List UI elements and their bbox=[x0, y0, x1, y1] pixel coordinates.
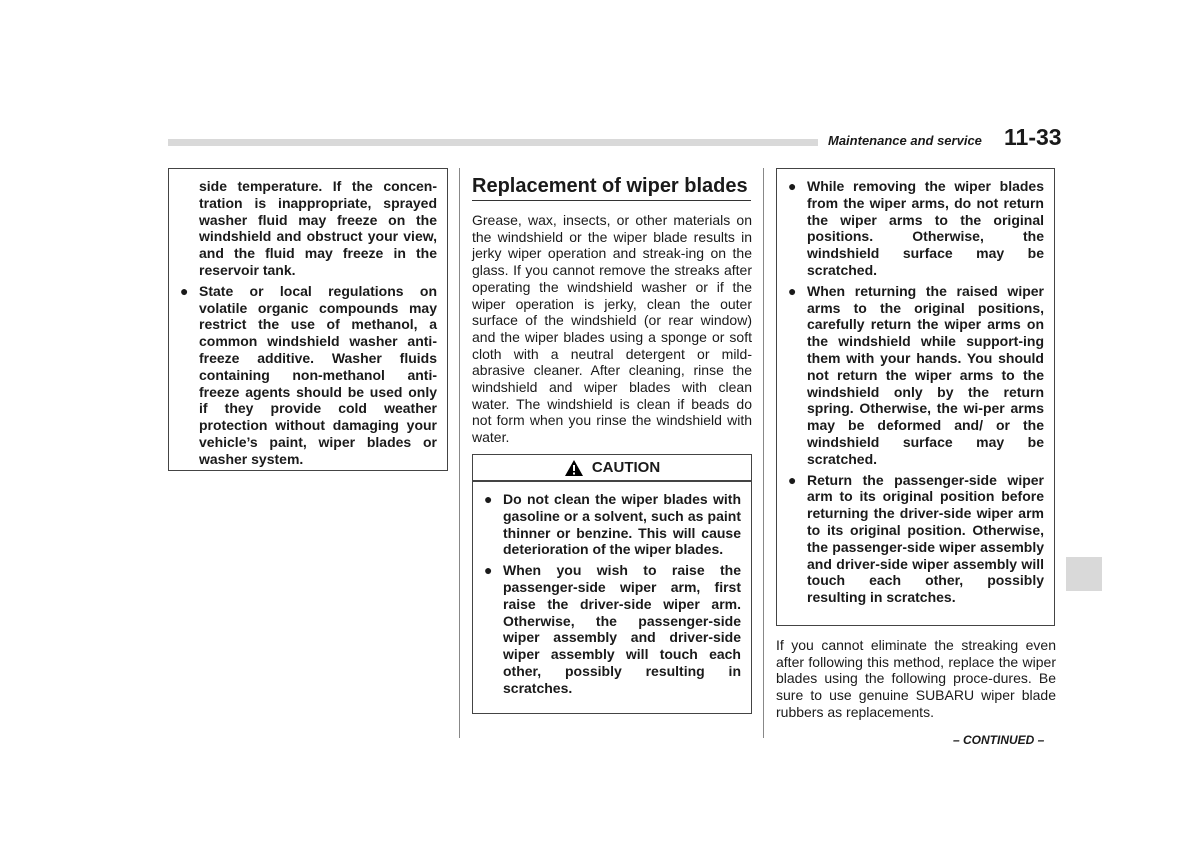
title-underline bbox=[472, 200, 751, 201]
caution-box bbox=[472, 481, 752, 714]
left-caution-box bbox=[168, 168, 448, 471]
page-title: Replacement of wiper blades bbox=[472, 175, 748, 197]
caution-header bbox=[472, 454, 752, 481]
left-caution-list bbox=[169, 283, 437, 468]
bullet-icon: ● bbox=[788, 178, 797, 194]
list-item: ● State or local regulations on volatile organic compounds may restrict the use of methanol, a common windshield washer anti-freeze additive. Washer fluids containing non-methanol anti-freeze agents should be used only if they provide cold weather protection without damaging your vehicle’s paint, wiper blades or washer system. bbox=[180, 282, 437, 467]
page-number: 11-33 bbox=[1004, 124, 1062, 150]
list-item: ● When you wish to raise the passenger-side wiper arm, first raise the driver-side wiper arm. Otherwise, the passenger-side wiper assembly and driver-side wiper assembly will touch each other, possibly resulting in scratches. bbox=[484, 562, 741, 696]
continued-label: – CONTINUED – bbox=[953, 733, 1045, 747]
left-continued-text: side temperature. If the concen-tration is inappropriate, sprayed washer fluid may freeze on the windshield and obstruct your view, and the fluid may freeze in the reservoir tank. bbox=[199, 178, 437, 278]
bullet-icon: ● bbox=[484, 562, 493, 579]
list-item: ● While removing the wiper blades from the wiper arms, do not return the wiper arms to the original positions. Otherwise, the windshield surface may be scratched. bbox=[788, 178, 1044, 278]
list-item: ● Do not clean the wiper blades with gasoline or a solvent, such as paint thinner or benzine. This will cause deterioration of the wiper blades. bbox=[484, 491, 741, 558]
bullet-icon: ● bbox=[788, 471, 797, 488]
caution-label: CAUTION bbox=[591, 459, 661, 476]
right-caution-box bbox=[776, 168, 1055, 626]
warning-triangle-icon bbox=[564, 459, 584, 477]
chapter-tab bbox=[1066, 557, 1102, 591]
wiper-intro-paragraph: Grease, wax, insects, or other materials on the windshield or the wiper blade results in jerky wiper operation and streak-ing on the glass. If you cannot remove the streaks after operating the windshield washer or if the wiper operation is jerky, clean the outer surface of the windshield (or rear window) and the wiper blades using a sponge or soft cloth with a neutral detergent or mild-abrasive cleaner. After cleaning, rinse the windshield and wiper blades with clean water. The windshield is clean if beads do not form when you rinse the windshield with water. bbox=[472, 212, 752, 446]
bullet-icon: ● bbox=[180, 282, 189, 299]
bullet-icon: ● bbox=[484, 491, 493, 507]
column-divider-right bbox=[763, 168, 764, 738]
section-title: Maintenance and service bbox=[828, 133, 982, 148]
replacement-paragraph: If you cannot eliminate the streaking even after following this method, replace the wiper blades using the following proce-dures. Be sure to use genuine SUBARU wiper blade rubbers as replacements. bbox=[776, 637, 1056, 720]
header-rule bbox=[168, 139, 818, 146]
bullet-icon: ● bbox=[788, 282, 797, 299]
list-item: ● When returning the raised wiper arms to the original positions, carefully return the wiper arms on the windshield while support-ing them with your hands. You should not return the wiper arms to the windshield only by the return spring. Otherwise, the wi-per arms may be deformed and/ or the windshield surface may be scratched. bbox=[788, 282, 1044, 467]
list-item: ● Return the passenger-side wiper arm to its original position before returning the driver-side wiper arm to its original position. Otherwise, the passenger-side wiper assembly and driver-side wiper assembly will touch each other, possibly resulting in scratches. bbox=[788, 471, 1044, 606]
right-caution-list bbox=[777, 178, 1044, 606]
column-divider-left bbox=[459, 168, 460, 738]
caution-list bbox=[473, 491, 741, 697]
